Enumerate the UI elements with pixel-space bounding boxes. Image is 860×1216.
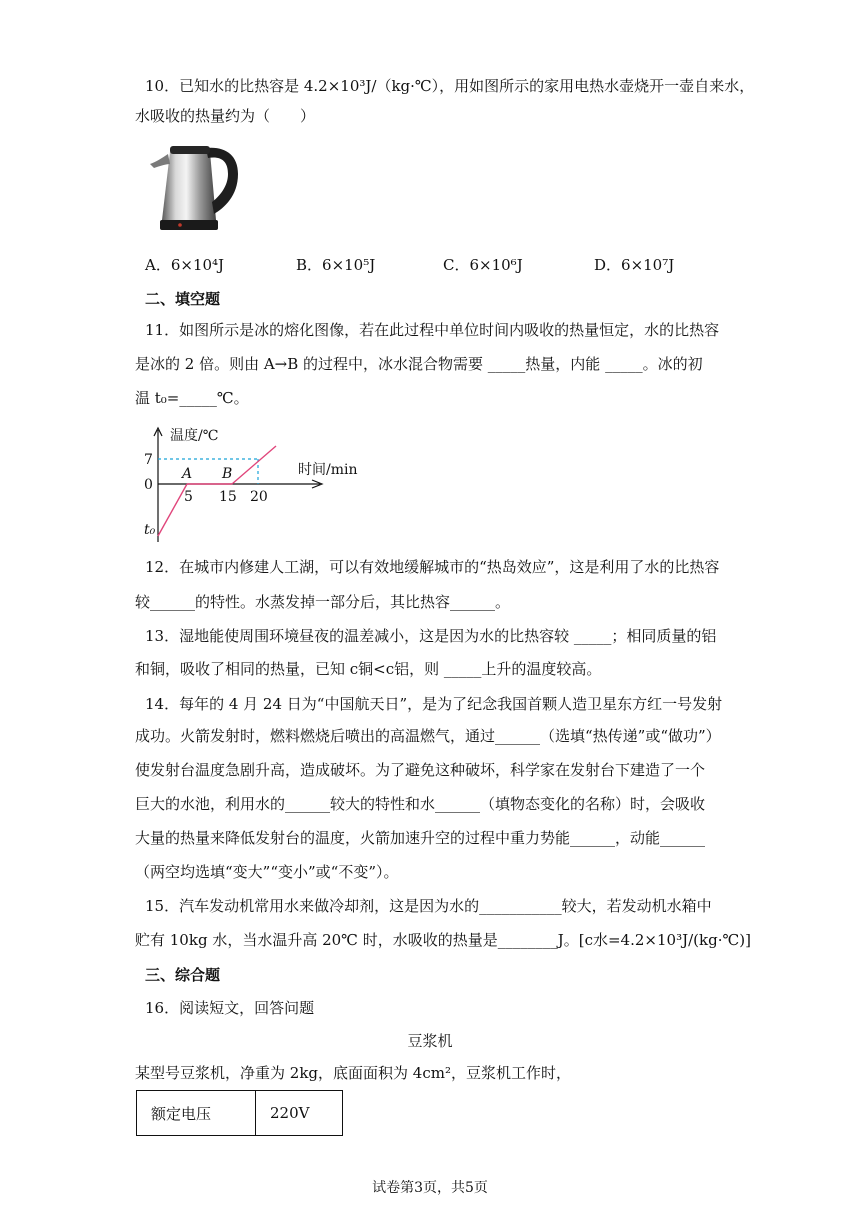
q10-line1: 10．已知水的比热容是 4.2×10³J/（kg·℃），用如图所示的家用电热水壶烧开一壶自来水， bbox=[145, 77, 755, 95]
section-heading-fill-in: 二、填空题 bbox=[145, 290, 221, 308]
heating-ice-segment bbox=[158, 484, 187, 536]
q14-line3: 使发射台温度急剧升高，造成破坏。为了避免这种破坏，科学家在发射台下建造了一个 bbox=[135, 761, 706, 779]
x-axis-label: 时间/min bbox=[298, 462, 358, 478]
q13-line2: 和铜，吸收了相同的热量，已知 c铜<c铝，则 _____上升的温度较高。 bbox=[135, 660, 602, 678]
y-tick-0: 0 bbox=[144, 477, 153, 493]
page-footer: 试卷第3页，共5页 bbox=[372, 1180, 488, 1196]
q11-line2: 是冰的 2 倍。则由 A→B 的过程中，冰水混合物需要 _____热量，内能 _____。冰的初 bbox=[135, 355, 703, 373]
option-d: D．6×10⁷J bbox=[594, 256, 675, 274]
q10-line2: 水吸收的热量约为（ ） bbox=[135, 107, 316, 125]
x-tick-15: 15 bbox=[219, 489, 237, 505]
electric-kettle-image bbox=[146, 140, 242, 236]
y-axis-label: 温度/℃ bbox=[170, 428, 219, 444]
section-heading-comprehensive: 三、综合题 bbox=[145, 966, 221, 984]
x-tick-20: 20 bbox=[250, 489, 268, 505]
q12-line1: 12．在城市内修建人工湖，可以有效地缓解城市的“热岛效应”，这是利用了水的比热容 bbox=[145, 558, 720, 576]
q16-line2: 某型号豆浆机，净重为 2kg，底面面积为 4cm²，豆浆机工作时， bbox=[135, 1064, 571, 1082]
q14-line4: 巨大的水池，利用水的______较大的特性和水______（填物态变化的名称）时，会吸收 bbox=[135, 795, 706, 813]
option-a: A．6×10⁴J bbox=[145, 256, 225, 274]
q16-article-title: 豆浆机 bbox=[407, 1032, 453, 1050]
q16-line1: 16．阅读短文，回答问题 bbox=[145, 999, 315, 1017]
y-tick-7: 7 bbox=[144, 452, 153, 468]
option-b: B．6×10⁵J bbox=[296, 256, 376, 274]
q14-line5: 大量的热量来降低发射台的温度，火箭加速升空的过程中重力势能______，动能______ bbox=[135, 829, 706, 847]
heating-water-segment bbox=[232, 446, 276, 484]
table-row bbox=[137, 1091, 343, 1136]
q13-line1: 13．湿地能使周围环境昼夜的温差减小，这是因为水的比热容较 _____；相同质量的铝 bbox=[145, 627, 717, 645]
option-c: C．6×10⁶J bbox=[443, 256, 523, 274]
y-tick-t0: t₀ bbox=[144, 522, 156, 538]
ice-melting-chart bbox=[140, 424, 370, 542]
q14-line6: （两空均选填“变大”“变小”或“不变”）。 bbox=[135, 863, 399, 881]
x-tick-5: 5 bbox=[184, 489, 193, 505]
q14-line2: 成功。火箭发射时，燃料燃烧后喷出的高温燃气，通过______（选填“热传递”或“做功”） bbox=[135, 727, 721, 745]
q11-line1: 11．如图所示是冰的熔化图像，若在此过程中单位时间内吸收的热量恒定，水的比热容 bbox=[145, 321, 720, 339]
q12-line2: 较______的特性。水蒸发掉一部分后，其比热容______。 bbox=[135, 593, 511, 611]
table-cell-value: 220V bbox=[256, 1091, 343, 1136]
q15-line1: 15．汽车发动机常用水来做冷却剂，这是因为水的___________较大，若发动机水箱中 bbox=[145, 897, 712, 915]
q14-line1: 14．每年的 4 月 24 日为“中国航天日”，是为了纪念我国首颗人造卫星东方红一号发射 bbox=[145, 695, 723, 713]
point-b-label: B bbox=[222, 466, 233, 482]
point-a-label: A bbox=[182, 466, 193, 482]
q11-line3: 温 t₀=_____℃。 bbox=[135, 389, 249, 407]
table-cell-label: 额定电压 bbox=[137, 1091, 256, 1136]
spec-table bbox=[136, 1090, 343, 1136]
q15-line2: 贮有 10kg 水，当水温升高 20℃ 时，水吸收的热量是________J。[c水=4.2×10³J/(kg·℃)] bbox=[135, 931, 751, 949]
